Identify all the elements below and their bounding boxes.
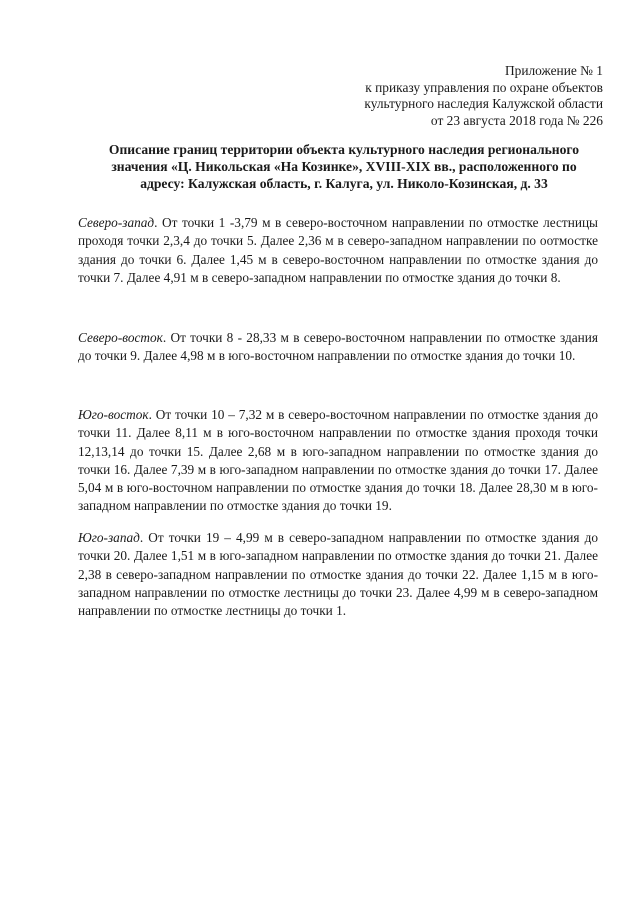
section-southwest bbox=[78, 529, 598, 620]
section-northeast bbox=[78, 329, 598, 366]
section-text-southwest: . От точки 19 – 4,99 м в северо-западном направлении по отмостке здания до точки 20. Далее 1,51 м в юго-западном направлении по отмостке здания до точки 21. Далее 2,38 в северо-западном направлении по отмостке здания до точки 22. Далее 1,15 м в юго-западном направлении по отмостке лестницы до точки 23. Далее 4,99 м в северо-западном направлении по отмостке лестницы до точки 1. bbox=[78, 530, 598, 619]
title-line-3: адресу: Калужская область, г. Калуга, ул. Николо-Козинская, д. 33 bbox=[140, 176, 548, 192]
appendix-header bbox=[223, 63, 603, 129]
section-text-southeast: . От точки 10 – 7,32 м в северо-восточном направлении по отмостке здания до точки 11. Далее 8,11 м в юго-восточном направлении по отмостке здания проходя точки 12,13,14 до точки 15. Далее 2,68 м в юго-западном направлении по отмостке здания до точки 16. Далее 7,39 м в юго-западном направлении по отмостке здания до точки 17. Далее 5,04 м в юго-восточном направлении по отмостке здания до точки 18. Далее 28,30 м в юго-западном направлении по отмостке здания до точки 19. bbox=[78, 407, 598, 514]
appendix-line-department: культурного наследия Калужской области bbox=[364, 96, 603, 112]
document-title bbox=[84, 141, 604, 193]
section-text-northeast: . От точки 8 - 28,33 м в северо-восточном направлении по отмостке здания до точки 9. Далее 4,98 м в юго-восточном направлении по отмостке здания до точки 10. bbox=[78, 330, 598, 364]
section-heading-southwest: Юго-запад bbox=[78, 530, 140, 545]
section-heading-northwest: Северо-запад bbox=[78, 215, 155, 230]
section-heading-northeast: Северо-восток bbox=[78, 330, 163, 345]
appendix-line-number: Приложение № 1 bbox=[504, 63, 603, 78]
title-line-2: значения «Ц. Никольская «На Козинке», XVIII-XIX вв., расположенного по bbox=[111, 159, 577, 175]
section-heading-southeast: Юго-восток bbox=[78, 407, 149, 422]
appendix-line-order: к приказу управления по охране объектов bbox=[365, 79, 603, 95]
section-text-northwest: . От точки 1 -3,79 м в северо-восточном направлении по отмостке лестницы проходя точки 2,3,4 до точки 5. Далее 2,36 м в северо-западном направлении по оотмостке здания до точки 6. Далее 1,45 м в северо-восточном направлении по отмостке здания до точки 7. Далее 4,91 м в северо-западном направлении по отмостке здания до точки 8. bbox=[78, 215, 598, 285]
appendix-line-date: от 23 августа 2018 года № 226 bbox=[430, 112, 603, 128]
section-northwest bbox=[78, 214, 598, 287]
section-southeast bbox=[78, 406, 598, 516]
title-line-1: Описание границ территории объекта культурного наследия регионального bbox=[108, 142, 580, 157]
